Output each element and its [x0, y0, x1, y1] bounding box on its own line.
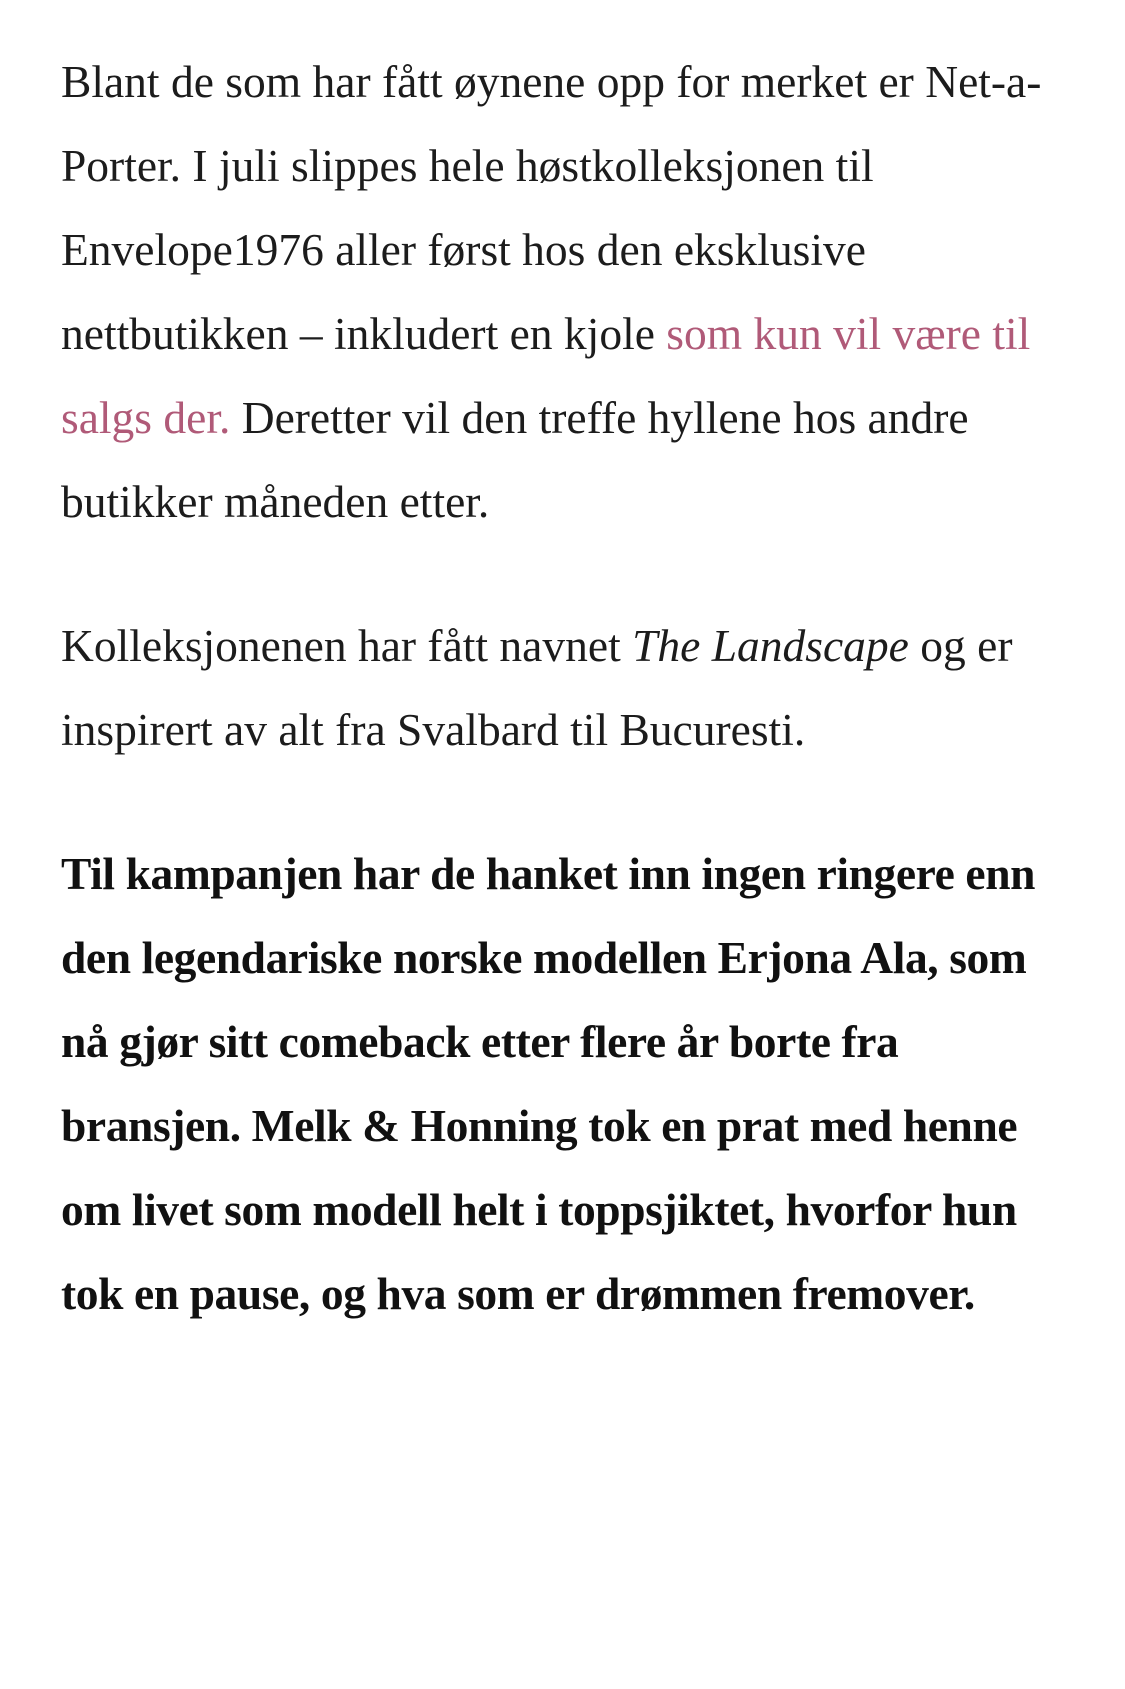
- paragraph-text: Kolleksjonenen har fått navnet: [61, 620, 633, 671]
- exclusive-dress-link[interactable]: som kun vil være til salgs der.: [61, 308, 1031, 443]
- paragraph-text: Deretter vil den treffe hyllene hos andre butikker måneden etter.: [61, 392, 969, 527]
- paragraph-text: Blant de som har fått øynene opp for merket er Net-a-Porter. I juli slippes hele høstkolleksjonen til Envelope1976 aller først hos den eksklusive nettbutikken – inkludert en kjole: [61, 56, 1042, 359]
- paragraph-campaign-lead: Til kampanjen har de hanket inn ingen ringere enn den legendariske norske modellen Erjona Ala, som nå gjør sitt comeback etter flere år borte fra bransjen. Melk & Honning tok en prat med henne om livet som modell helt i toppsjiktet, hvorfor hun tok en pause, og hva som er drømmen fremover.: [61, 848, 1036, 1319]
- article-body: [61, 40, 1071, 1396]
- collection-title: The Landscape: [632, 620, 909, 671]
- paragraph-collection: [61, 604, 1071, 772]
- paragraph-net-a-porter: [61, 40, 1071, 544]
- paragraph-text: og er inspirert av alt fra Svalbard til Bucuresti.: [61, 620, 1013, 755]
